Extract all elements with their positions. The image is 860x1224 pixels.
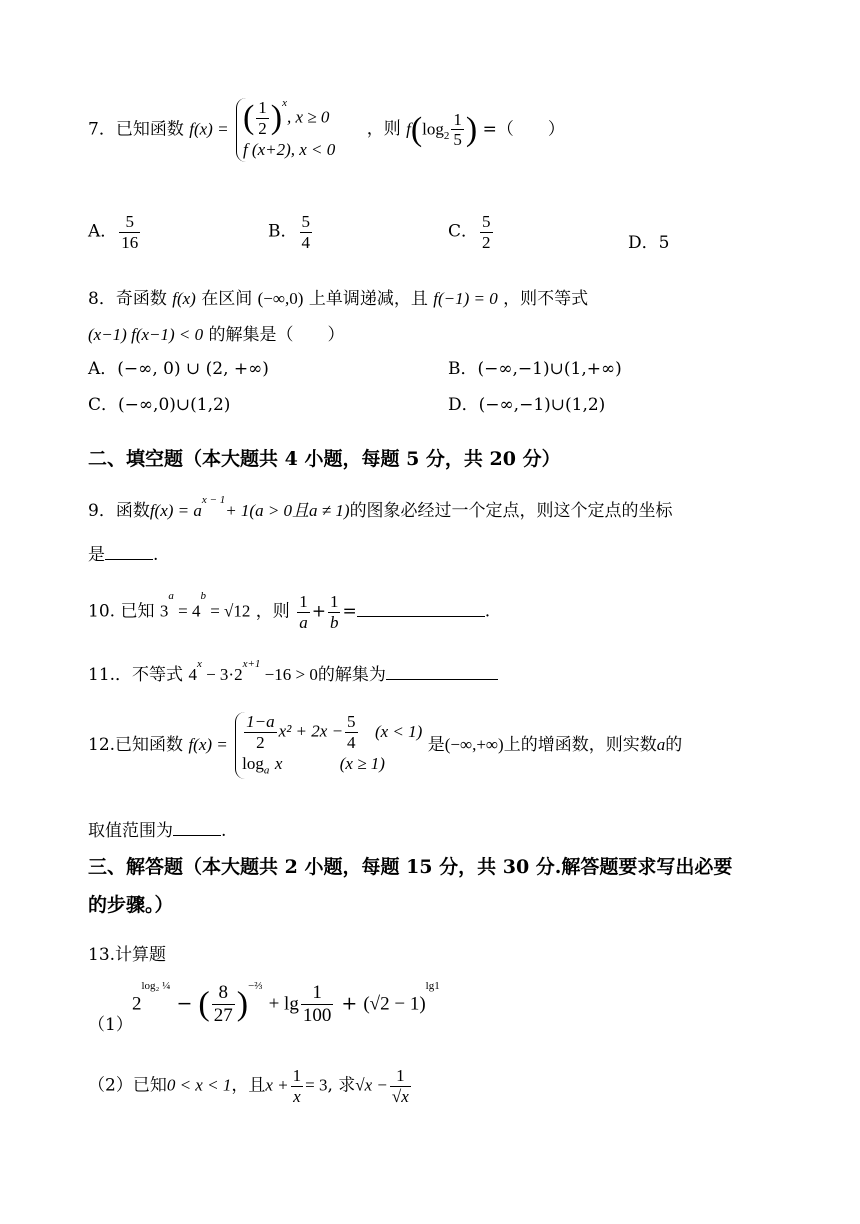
- q12-case2-base: a: [263, 764, 270, 777]
- q13-p2-expr: x +: [265, 1075, 289, 1095]
- question-7: 7．已知函数 f(x) = ( $\frac{1}{2}$ )$^x$, x ≥ 0 f (x+2), x < 0 ，则 $f(\log_2$ $\frac{1}{5}$ ) =（ ）: [88, 98, 565, 162]
- q13-p2-and: ，且: [231, 1075, 266, 1096]
- q7-option-b-den: 4: [301, 232, 310, 252]
- q9-intro: 9．函数: [88, 501, 150, 521]
- q9-text: 的图象必经过一个定点，则这个定点的坐标: [349, 501, 673, 521]
- q13-part1-label: （1）: [88, 1015, 133, 1035]
- question-12-line-1: [88, 712, 682, 779]
- q8-option-c: C．(−∞,0)∪(1,2): [88, 395, 231, 415]
- q7-option-c: [448, 212, 495, 252]
- q13-p1-fnum: 8: [212, 982, 235, 1005]
- q10-frac1-den: a: [299, 612, 308, 632]
- question-12-line-2: [88, 816, 226, 841]
- q12-case1-den: 2: [256, 732, 265, 752]
- q13-part-1: [88, 1010, 133, 1035]
- q11-intro: 11.．不等式: [88, 665, 184, 685]
- q10-exp-a: a: [168, 590, 174, 602]
- q10-plus: +: [311, 601, 326, 622]
- q13-p2-fden: x: [293, 1086, 301, 1106]
- q8-interval: (−∞,0): [257, 289, 304, 308]
- q12-var: a: [656, 734, 666, 754]
- q13-p2-ask: , 求: [327, 1075, 356, 1096]
- q13-p1-exp: log₂ ¼: [141, 980, 171, 992]
- q13-p2-f2den: √x: [391, 1086, 409, 1106]
- question-9-line-1: [88, 496, 673, 521]
- q10-period: .: [484, 601, 491, 622]
- q12-case2-log: log: [242, 754, 264, 774]
- q12-period: .: [221, 821, 227, 841]
- q9-text-end: 是: [88, 545, 105, 565]
- q7-option-b-label: B．: [268, 221, 298, 242]
- q12-de: 的: [665, 734, 683, 755]
- q12-is: 是: [427, 734, 445, 755]
- q7-option-a: [88, 212, 142, 252]
- question-10: [88, 592, 490, 632]
- section-2-heading: 二、填空题（本大题共 4 小题，每题 5 分，共 20 分）: [88, 448, 561, 470]
- q12-piecewise: [235, 712, 422, 779]
- q10-frac2-num: 1: [329, 592, 339, 611]
- q12-ask: 取值范围为: [88, 821, 173, 841]
- section-3-heading-line-2: 的步骤。）: [88, 894, 174, 916]
- q12-case-2: [242, 752, 422, 779]
- q12-answer-blank[interactable]: [173, 819, 221, 836]
- question-9-line-2: [88, 540, 158, 565]
- q12-case1-num: 1−a: [246, 712, 275, 731]
- q7-case1-exp: x: [282, 97, 287, 109]
- q12-case2-cond: (x ≥ 1): [339, 754, 385, 774]
- q7-option-d: D．5: [628, 233, 670, 253]
- q7-eq: =（ ）: [482, 119, 565, 140]
- q9-answer-blank[interactable]: [105, 543, 153, 560]
- q13-p1-plus: +: [341, 992, 358, 1015]
- q7-log-base: 2: [443, 129, 450, 142]
- q7-option-c-label: C．: [448, 221, 479, 242]
- q10-answer-blank[interactable]: [357, 600, 485, 617]
- q13-p2-expr2: √x −: [355, 1075, 388, 1095]
- q7-option-c-den: 2: [482, 232, 491, 252]
- q12-case2-x: x: [274, 754, 283, 774]
- q12-interval: (−∞,+∞): [444, 734, 504, 754]
- q13-p2-label: （2）已知: [88, 1075, 167, 1096]
- q11-exp1: x: [196, 658, 202, 670]
- q10-frac2-den: b: [329, 612, 339, 632]
- q7-f: f: [406, 119, 411, 139]
- q13-p2-fnum: 1: [292, 1066, 302, 1085]
- q11-term2: − 3·2: [201, 665, 243, 684]
- q13-p1-lg: + lg: [268, 993, 299, 1015]
- q7-piecewise: [236, 98, 335, 162]
- q13-p1-base: 2: [132, 993, 142, 1015]
- q7-case-1: ( $\frac{1}{2}$ )$^x$, x ≥ 0: [242, 97, 330, 138]
- q12-case1-fnum: 5: [347, 712, 356, 731]
- q13-p1-exp3: lg1: [425, 980, 440, 992]
- q8-text-interval: 在区间: [201, 289, 253, 309]
- q7-option-b-num: 5: [301, 212, 310, 231]
- q11-answer-blank[interactable]: [386, 663, 498, 680]
- q13-p2-eq: = 3: [305, 1075, 328, 1095]
- q12-case1-cond: (x < 1): [374, 721, 423, 741]
- q8-inequality: (x−1) f(x−1) < 0: [88, 325, 204, 344]
- q13-p2-cond: 0 < x < 1: [166, 1075, 232, 1095]
- q7-text: 已知函数: [115, 119, 184, 140]
- q11-term3: −16 > 0: [260, 665, 318, 684]
- q8-option-a: A．(−∞, 0) ∪ (2, +∞): [88, 359, 269, 379]
- q7-case1-den: 2: [258, 118, 267, 138]
- q7-case1-cond: , x ≥ 0: [287, 107, 330, 127]
- q13-p2-f2num: 1: [390, 1066, 411, 1087]
- q7-ask: ，则: [366, 119, 401, 140]
- q7-case1-num: 1: [258, 98, 267, 117]
- q11-exp2: x+1: [242, 658, 261, 670]
- section-3-heading-line-1: 三、解答题（本大题共 2 小题，每题 15 分，共 30 分.解答题要求写出必要: [88, 856, 733, 878]
- q11-term1: 4: [188, 665, 197, 684]
- q10-base-3: 3: [159, 601, 169, 621]
- q10-frac1-num: 1: [299, 592, 308, 611]
- q13-part-2: [88, 1066, 413, 1106]
- q13-p1-minus: −: [176, 992, 193, 1015]
- q12-intro: 12.已知函数: [88, 734, 184, 755]
- question-8-line-2: [88, 320, 345, 345]
- q10-exp-b: b: [200, 590, 206, 602]
- q9-formula-rest: + 1(a > 0且a ≠ 1): [225, 501, 350, 520]
- q7-option-a-num: 5: [119, 212, 140, 233]
- q8-text-cond: 上单调递减，且: [308, 289, 428, 309]
- q10-sqrt: = √12: [205, 601, 251, 621]
- q8-intro: 8．奇函数: [88, 289, 167, 309]
- q10-base-4: = 4: [173, 601, 201, 621]
- q9-formula: f(x) = a: [149, 501, 202, 520]
- q8-condition: f(−1) = 0: [433, 289, 498, 308]
- question-8-line-1: [88, 284, 588, 309]
- q7-case-2: f (x+2), x < 0: [242, 140, 336, 160]
- q13-p1-lgnum: 1: [301, 982, 334, 1005]
- q7-number: 7．: [88, 119, 116, 140]
- q7-arg-den: 5: [453, 130, 462, 150]
- q8-option-d: D．(−∞,−1)∪(1,2): [448, 395, 606, 415]
- q9-exponent: x − 1: [201, 494, 226, 506]
- q12-case1-fden: 4: [347, 732, 356, 752]
- q7-option-b: [268, 212, 314, 252]
- q12-text: 上的增函数，则实数: [503, 734, 657, 755]
- q7-arg-num: 1: [453, 109, 462, 129]
- question-13-title: 13.计算题: [88, 945, 167, 965]
- q13-p1-fden: 27: [213, 1004, 233, 1026]
- q7-function: f(x) =: [189, 119, 229, 139]
- q10-then: ，则: [255, 601, 290, 622]
- q13-p1-root: (√2 − 1): [363, 993, 426, 1015]
- q11-ask: 的解集为: [317, 665, 386, 685]
- q7-option-a-label: A．: [88, 221, 118, 242]
- q12-function: f(x) =: [188, 734, 228, 754]
- q9-period: .: [153, 545, 159, 565]
- q8-option-b: B．(−∞,−1)∪(1,+∞): [448, 359, 622, 379]
- q13-part-1-expr: $2^{log_2 \frac{1}{4}}$ − ( $\frac{8}{27}$ )$^{-\frac{2}{3}}$ + lg $\frac{1}{100}$ + $(√2 - 1)^{lg1}$: [132, 980, 440, 1026]
- q10-eq: =: [342, 601, 357, 622]
- question-11: [88, 660, 498, 685]
- q7-option-a-den: 16: [121, 232, 139, 252]
- q8-text-ineq: ，则不等式: [503, 289, 589, 309]
- q13-p1-lgden: 100: [302, 1004, 332, 1026]
- q12-case1-terms: x² + 2x −: [278, 721, 344, 741]
- q8-function: f(x): [172, 289, 196, 308]
- q8-ask: 的解集是（ ）: [208, 325, 345, 345]
- q7-option-c-num: 5: [482, 212, 491, 231]
- q12-case-1: [242, 712, 422, 752]
- q10-intro: 10. 已知: [88, 601, 155, 622]
- q13-p1-exp2: −⅔: [248, 980, 263, 992]
